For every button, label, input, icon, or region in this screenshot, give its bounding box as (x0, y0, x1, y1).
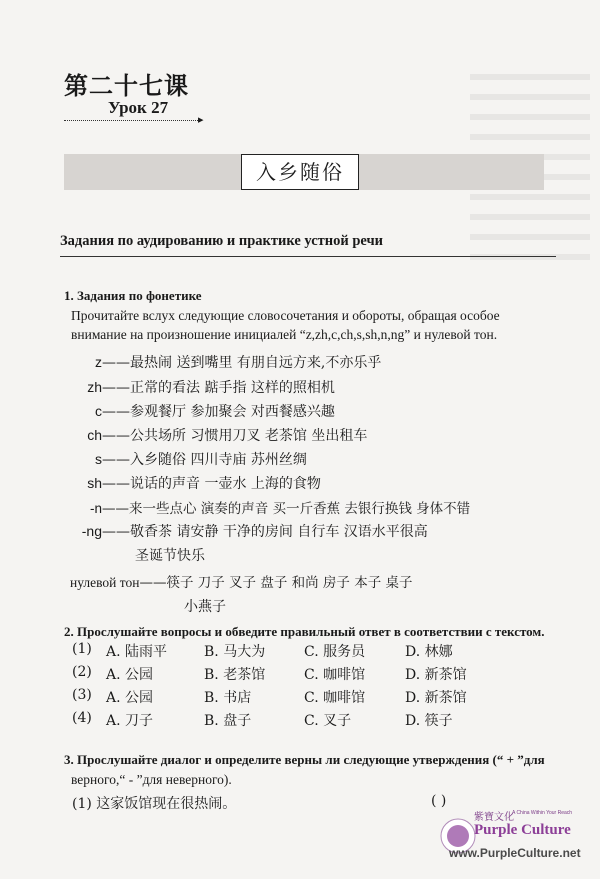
option-c[interactable]: C. 服务员 (304, 644, 366, 660)
answer-blank[interactable]: ( ) (431, 793, 447, 809)
phonetic-row (184, 596, 226, 616)
lesson-chinese-title: 第二十七课 (64, 71, 189, 100)
phonetic-row (62, 401, 335, 421)
task3-heading-line2: верного,“ - ”для неверного). (71, 772, 232, 787)
task3-heading-line1: 3. Прослушайте диалог и определите верны ли следующие утверждения (“ + ”для (64, 752, 545, 767)
phonetic-row (62, 352, 381, 372)
watermark-tagline: A China Within Your Reach (512, 810, 573, 816)
task1-instruction-line1: Прочитайте вслух следующие словосочетания и обороты, обращая особое (71, 308, 500, 323)
option-b[interactable]: B. 马大为 (204, 644, 266, 660)
option-a[interactable]: A. 刀子 (106, 713, 154, 729)
phonetic-row (62, 497, 470, 517)
phonetic-key: -n (89, 501, 102, 516)
task3-item1: (1) 这家饭馆现在很热闹。 (72, 796, 237, 812)
section-heading: Задания по аудированию и практике устной речи (60, 233, 384, 249)
logo-seal-inner-icon (447, 825, 469, 847)
phonetic-text: ——公共场所 习惯用刀叉 老茶馆 坐出租车 (102, 428, 368, 444)
phonetic-text: ——说话的声音 一壶水 上海的食物 (102, 476, 321, 492)
task1-heading: 1. Задания по фонетике (64, 288, 202, 303)
phonetic-row (62, 473, 321, 493)
phonetic-key: нулевой тон (70, 575, 140, 590)
option-b[interactable]: B. 书店 (204, 690, 252, 706)
question-number: (4) (72, 710, 92, 726)
phonetic-key: zh (87, 379, 102, 395)
watermark-brand: Purple Culture (474, 822, 571, 838)
option-a[interactable]: A. 陆雨平 (106, 644, 168, 660)
option-c[interactable]: C. 叉子 (304, 713, 352, 729)
phonetic-text: ——来一些点心 演奏的声音 买一斤香蕉 去银行换钱 身体不错 (102, 501, 471, 517)
option-a[interactable]: A. 公园 (106, 667, 154, 683)
theme-title: 入乡随俗 (241, 154, 359, 190)
option-a[interactable]: A. 公园 (106, 690, 154, 706)
phonetic-text: ——参观餐厅 参加聚会 对西餐感兴趣 (102, 404, 335, 420)
phonetic-key: sh (87, 475, 102, 491)
phonetic-row (62, 449, 307, 469)
option-b[interactable]: B. 老茶馆 (204, 667, 266, 683)
phonetic-key: s (95, 451, 102, 467)
task2-heading: 2. Прослушайте вопросы и обведите правильный ответ в соответствии с текстом. (64, 624, 545, 639)
phonetic-text: 圣诞节快乐 (135, 548, 205, 564)
phonetic-text: 小燕子 (184, 599, 226, 615)
watermark-brand-cn: 紫寶文化 (474, 812, 514, 823)
arrow-icon: ▸ (198, 113, 204, 126)
option-d[interactable]: D. 新茶馆 (405, 667, 467, 683)
phonetic-row (70, 571, 413, 591)
option-d[interactable]: D. 新茶馆 (405, 690, 467, 706)
phonetic-text: ——敬香茶 请安静 干净的房间 自行车 汉语水平很高 (102, 524, 428, 540)
phonetic-text: ——最热闹 送到嘴里 有朋自远方来,不亦乐乎 (102, 355, 382, 371)
option-c[interactable]: C. 咖啡馆 (304, 667, 366, 683)
phonetic-key: z (95, 354, 102, 370)
option-c[interactable]: C. 咖啡馆 (304, 690, 366, 706)
phonetic-text: ——筷子 刀子 叉子 盘子 和尚 房子 本子 桌子 (139, 575, 413, 591)
section-rule (60, 256, 556, 257)
option-b[interactable]: B. 盘子 (204, 713, 252, 729)
phonetic-row (62, 425, 367, 445)
phonetic-row (62, 377, 335, 397)
option-d[interactable]: D. 筷子 (405, 713, 453, 729)
question-number: (1) (72, 641, 92, 657)
phonetic-key: -ng (81, 523, 102, 539)
lesson-russian-title: Урок 27 (108, 98, 169, 117)
phonetic-row (135, 545, 205, 565)
phonetic-key: ch (87, 427, 102, 443)
watermark-url: www.PurpleCulture.net (449, 846, 581, 860)
question-number: (3) (72, 687, 92, 703)
phonetic-text: ——正常的看法 踮手指 这样的照相机 (102, 380, 335, 396)
option-d[interactable]: D. 林娜 (405, 644, 453, 660)
phonetic-key: c (95, 403, 102, 419)
question-number: (2) (72, 664, 92, 680)
task1-instruction-line2: внимание на произношение инициалей “z,zh,c,ch,s,sh,n,ng” и нулевой тон. (71, 327, 498, 342)
phonetic-text: ——入乡随俗 四川寺庙 苏州丝绸 (102, 452, 307, 468)
phonetic-row (62, 521, 428, 541)
dotted-divider (64, 120, 202, 121)
